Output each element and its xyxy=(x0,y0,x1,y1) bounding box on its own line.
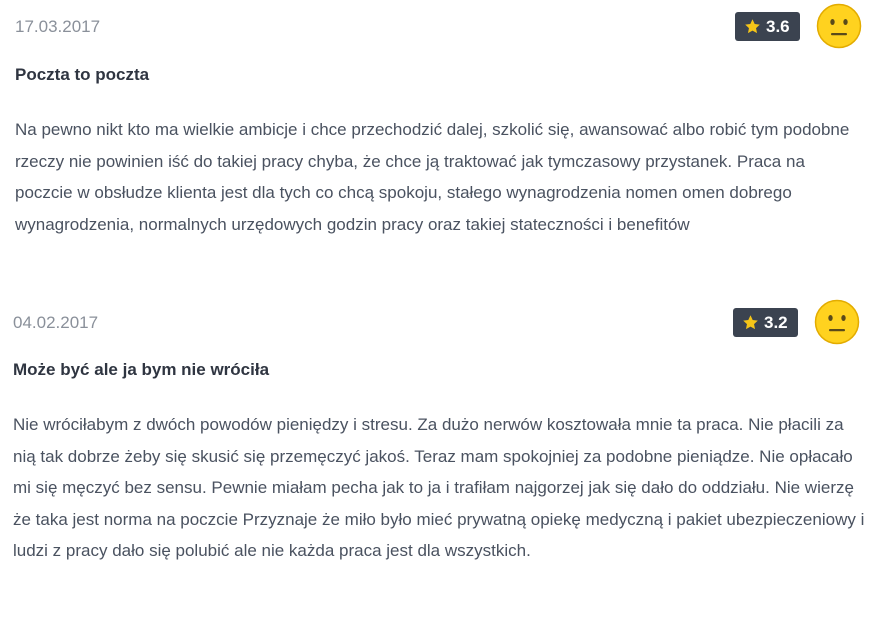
star-icon xyxy=(744,18,761,35)
review-date: 04.02.2017 xyxy=(13,313,99,332)
review-body: Na pewno nikt kto ma wielkie ambicje i chce przechodzić dalej, szkolić się, awansować albo robić tym podobne rzeczy nie powinien iść do takiej pracy chyba, że chce ją traktować jak tymczasowy przystanek. Praca na poczcie w obsłudze klienta jest dla tych co chcą spokoju, stałego wynagrodzenia nomen omen dobrego wynagrodzenia, normalnych urzędowych godzin pracy oraz takiej stateczności i benefitów xyxy=(15,120,850,234)
rating-value: 3.2 xyxy=(764,312,788,332)
review-body: Nie wróciłabym z dwóch powodów pieniędzy i stresu. Za dużo nerwów kosztowała mnie ta praca. Nie płacili za nią tak dobrze żeby się skusić się przemęczyć jakoś. Teraz mam spokojniej za podobne pieniądze. Nie opłacało mi się męczyć bez sensu. Pewnie miałam pecha jak to ja i trafiłam najgorzej jak się dało do oddziału. Nie wierzę że taka jest norma na poczcie Przyznaje że miło było mieć prywatną opiekę medyczną i pakiet ubezpieczeniowy i ludzi z pracy dało się polubić ale nie każda praca jest dla wszystkich. xyxy=(13,415,865,560)
neutral-face-icon xyxy=(814,299,860,345)
rating-value: 3.6 xyxy=(766,16,790,36)
review-date: 17.03.2017 xyxy=(15,17,101,36)
review-title: Poczta to poczta xyxy=(15,65,150,84)
rating-badge xyxy=(735,12,800,41)
review-title: Może być ale ja bym nie wróciła xyxy=(13,360,270,379)
neutral-face-icon xyxy=(816,3,862,49)
rating-badge xyxy=(733,308,798,337)
star-icon xyxy=(742,314,759,331)
